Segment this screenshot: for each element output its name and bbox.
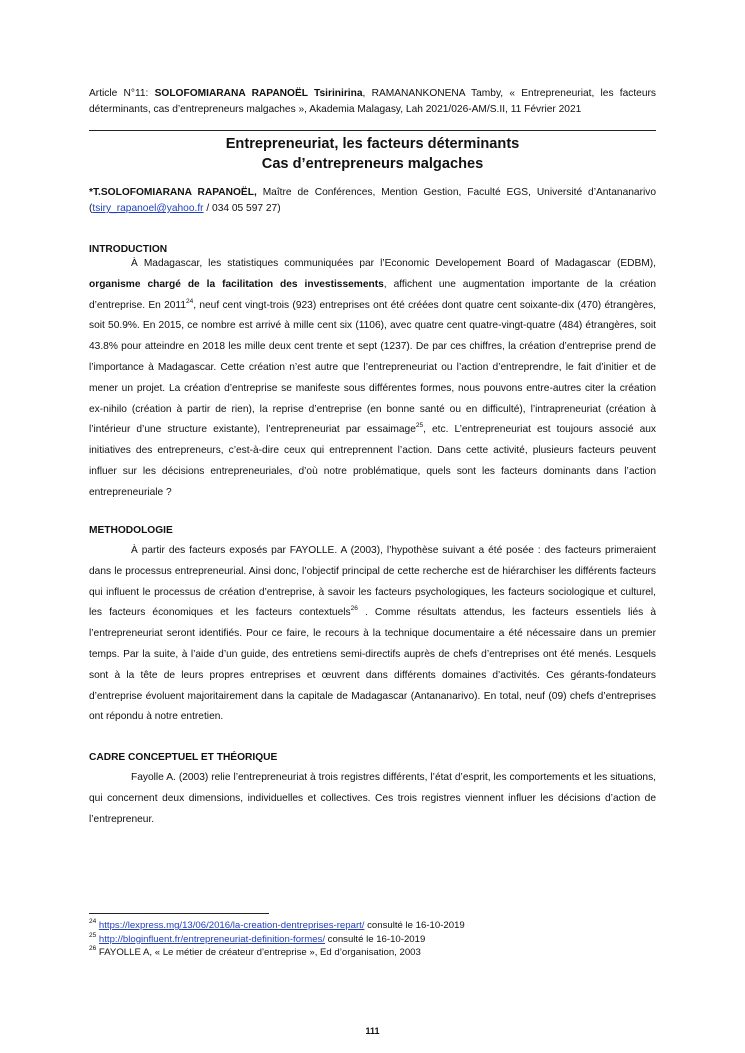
methodologie-heading: METHODOLOGIE <box>89 525 173 536</box>
citation-prefix: Article N°11: <box>89 88 155 99</box>
intro-text-2: , affichent une augmentation importante de la création d’entreprise. En 2011 <box>89 278 656 311</box>
intro-text-3: , neuf cent vingt-trois (923) entreprises ont été créées dont quatre cent soixante-dix (470) étrangères, soit 50.9%. En 2015, ce nombre est arrivé à mille cent six (1106), avec quatre cent quatre-vingt-quatre (484) étrangères, soit 43.8% pour atteindre en 2018 les mille deux cent trente et sept (1237). De par ces chiffres, la création d’entreprise prend de l’importance à Madagascar. Cette création n’est autre que l’entrepreneuriat ou l’action d’entreprendre, le fait d’initier et de mener un projet. La création d’entreprise se manifeste sous différentes formes, nous pouvons entre-autres citer la création ex-nihilo (création à partir de rien), la reprise d’entreprise (en bonne santé ou en difficulté), l’intrapreneuriat (création à l’intérieur d’une structure existante), l’entrepreneuriat par essaimage <box>89 299 656 436</box>
cadre-heading: CADRE CONCEPTUEL ET THÉORIQUE <box>89 752 278 763</box>
footnote-ref-26[interactable]: 26 <box>350 605 358 613</box>
methodologie-paragraph <box>89 541 656 728</box>
method-text-1: À partir des facteurs exposés par FAYOLLE. A (2003), l’hypothèse suivant a été posée : des facteurs primeraient dans le processus entrepreneurial. Ainsi donc, l’objectif principal de cette recherche est de hiérarchiser les différents facteurs qui influent le processus de création d’entreprise, à savoir les facteurs psychologiques, les facteurs sociologique et culturel, les facteurs économiques et les facteurs contextuels <box>89 545 656 619</box>
footnote-text: consulté le 16-10-2019 <box>325 934 426 945</box>
footnote-num: 24 <box>89 918 97 925</box>
footnote-26 <box>89 947 656 959</box>
intro-text-1: À Madagascar, les statistiques communiquées par l’Economic Developement Board of Madagascar (EDBM), <box>131 258 656 269</box>
citation-author: SOLOFOMIARANA RAPANOËL Tsirinirina <box>154 88 363 99</box>
intro-bold-text: organisme chargé de la facilitation des investissements <box>89 278 384 290</box>
footnote-num: 26 <box>89 945 97 952</box>
cadre-text-1: Fayolle A. (2003) relie l’entrepreneuriat à trois registres différents, l’état d’esprit, les comportements et les situations, qui concernent deux dimensions, individuelles et collectives. Ces trois registres viennent influer les décisions d’action de l’entrepreneur. <box>89 772 656 825</box>
author-name: *T.SOLOFOMIARANA RAPANOËL, <box>89 187 257 198</box>
introduction-heading: INTRODUCTION <box>89 244 168 255</box>
footnote-ref-24[interactable]: 24 <box>186 297 194 305</box>
title-line-2: Cas d’entrepreneurs malgaches <box>261 156 484 172</box>
intro-text-4: , etc. L’entrepreneuriat est toujours associé aux initiatives des entrepreneurs, c’est-à-dire ceux qui entreprennent l’action. Dans cette activité, plusieurs facteurs peuvent influer sur les décisions entrepreneuriales, d’où notre problématique, quels sont les facteurs dominants dans l’action entrepreneuriale ? <box>89 424 656 498</box>
introduction-paragraph <box>89 254 656 504</box>
author-affiliation: Maître de Conférences, Mention Gestion, Faculté EGS, Université d’Antananarivo ( <box>89 187 656 214</box>
footnote-24 <box>89 920 656 932</box>
footnote-ref-25[interactable]: 25 <box>415 422 424 430</box>
title-line-1: Entrepreneuriat, les facteurs déterminants <box>225 136 520 152</box>
page-number: 111 <box>365 1026 380 1036</box>
author-email-link[interactable]: tsiry_rapanoel@yahoo.fr <box>92 203 204 214</box>
article-citation <box>89 86 656 118</box>
author-block <box>89 185 656 217</box>
article-title <box>89 134 656 174</box>
author-phone: / 034 05 597 27) <box>203 203 281 214</box>
footnote-link[interactable]: http://bloginfluent.fr/entrepreneuriat-definition-formes/ <box>98 934 326 945</box>
footnote-text: consulté le 16-10-2019 <box>364 920 465 931</box>
cadre-paragraph <box>89 768 656 830</box>
method-text-2: . Comme résultats attendus, les facteurs essentiels liés à l’entrepreneuriat seront identifiés. Pour ce faire, le recours à la technique documentaire a été nécessaire dans un premier temps. Par la suite, à l’aide d’un guide, des entretiens semi-directifs auprès de chefs d’entreprises ont été menés. Lesquels sont à la tête de leurs propres entreprises et œuvrent dans différents domaines d’activités. Ces gérants-fondateurs d’entreprise évoluent majoritairement dans la capitale de Madagascar (Antananarivo). En total, neuf (09) chefs d’entreprises ont répondu à notre entretien. <box>89 607 656 723</box>
citation-details: , RAMANANKONENA Tamby, « Entrepreneuriat, les facteurs déterminants, cas d’entrepreneurs malgaches », Akademia Malagasy, Lah 2021/026-AM/S.II, 11 Février 2021 <box>89 88 657 115</box>
footnote-divider <box>89 913 269 914</box>
footnote-text: FAYOLLE A, « Le métier de créateur d’entreprise », Ed d’organisation, 2003 <box>96 947 421 958</box>
footnote-num: 25 <box>89 932 97 939</box>
footnote-25 <box>89 934 656 946</box>
title-divider <box>89 130 656 131</box>
footnote-link[interactable]: https://lexpress.mg/13/06/2016/la-creation-dentreprises-repart/ <box>98 920 365 931</box>
